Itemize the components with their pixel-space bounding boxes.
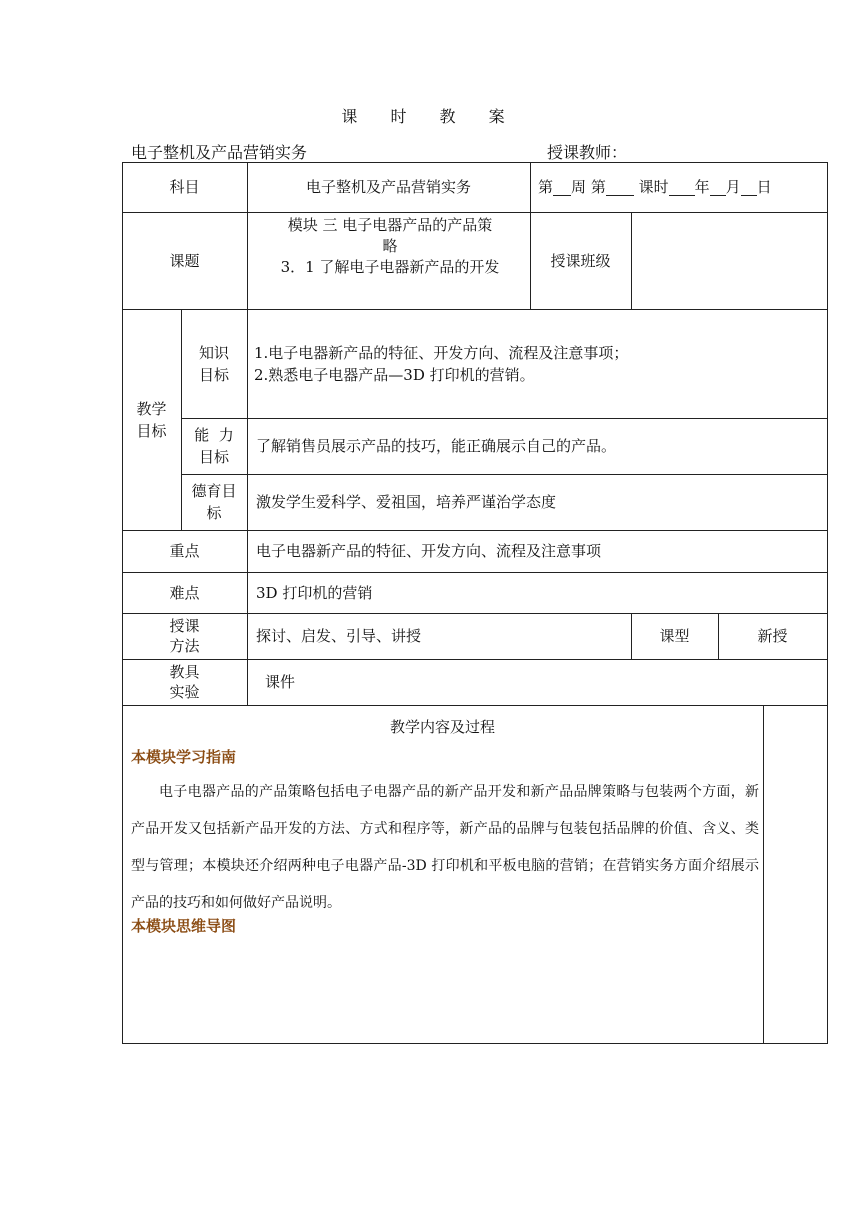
- subject-label: 科目: [169, 178, 200, 196]
- difficulties-text: 3D 打印机的营销: [256, 583, 373, 602]
- moral-goal-label: 德育目 标: [191, 482, 237, 522]
- method-label: 授课 方法: [169, 617, 200, 655]
- schedule-field[interactable]: 第 周 第 课时 年 月 日: [538, 178, 772, 196]
- method-text: 探讨、启发、引导、讲授: [256, 627, 422, 645]
- topic-value: 模块 三 电子电器产品的产品策 略 3．1 了解电子电器新产品的开发: [280, 216, 500, 276]
- tools-text: 课件: [265, 673, 296, 691]
- class-value[interactable]: [631, 212, 827, 309]
- page-title: 课 时 教 案: [341, 107, 519, 126]
- difficulties-label: 难点: [169, 583, 200, 602]
- goals-label: 教学 目标: [136, 399, 167, 440]
- tools-label: 教具 实验: [169, 663, 200, 701]
- subject-value: 电子整机及产品营销实务: [305, 178, 471, 196]
- ability-goal-text: 了解销售员展示产品的技巧，能正确展示自己的产品。: [256, 437, 617, 455]
- lesson-type-label: 课型: [659, 627, 690, 645]
- guide-heading: 本模块学习指南: [131, 748, 237, 766]
- moral-goal-text: 激发学生爱科学、爱祖国，培养严谨治学态度: [256, 493, 557, 511]
- teacher-label: 授课教师：: [547, 143, 628, 162]
- class-label: 授课班级: [550, 251, 611, 270]
- lesson-type-value: 新授: [757, 627, 788, 645]
- topic-label: 课题: [169, 251, 200, 270]
- ability-goal-label: 能 力 目标: [194, 426, 234, 466]
- mindmap-heading: 本模块思维导图: [131, 917, 237, 935]
- course-subject: 电子整机及产品营销实务: [131, 143, 308, 162]
- knowledge-goal-text: 1.电子电器新产品的特征、开发方向、流程及注意事项； 2.熟悉电子电器产品—3D 打印机的营销。: [254, 343, 629, 384]
- guide-text: 电子电器产品的产品策略包括电子电器产品的新产品开发和新产品品牌策略与包装两个方面，新产品开发又包括新产品开发的方法、方式和程序等，新产品的品牌与包装包括品牌的价值、含义、类型与管理；本模块还介绍两种电子电器产品-3D 打印机和平板电脑的营销；在营销实务方面介绍展示产品的技巧和如何做好产品说明。: [131, 784, 759, 911]
- key-points-text: 电子电器新产品的特征、开发方向、流程及注意事项: [256, 542, 602, 560]
- knowledge-goal-label: 知识 目标: [198, 343, 229, 384]
- content-title: 教学内容及过程: [389, 718, 495, 736]
- key-points-label: 重点: [169, 542, 200, 560]
